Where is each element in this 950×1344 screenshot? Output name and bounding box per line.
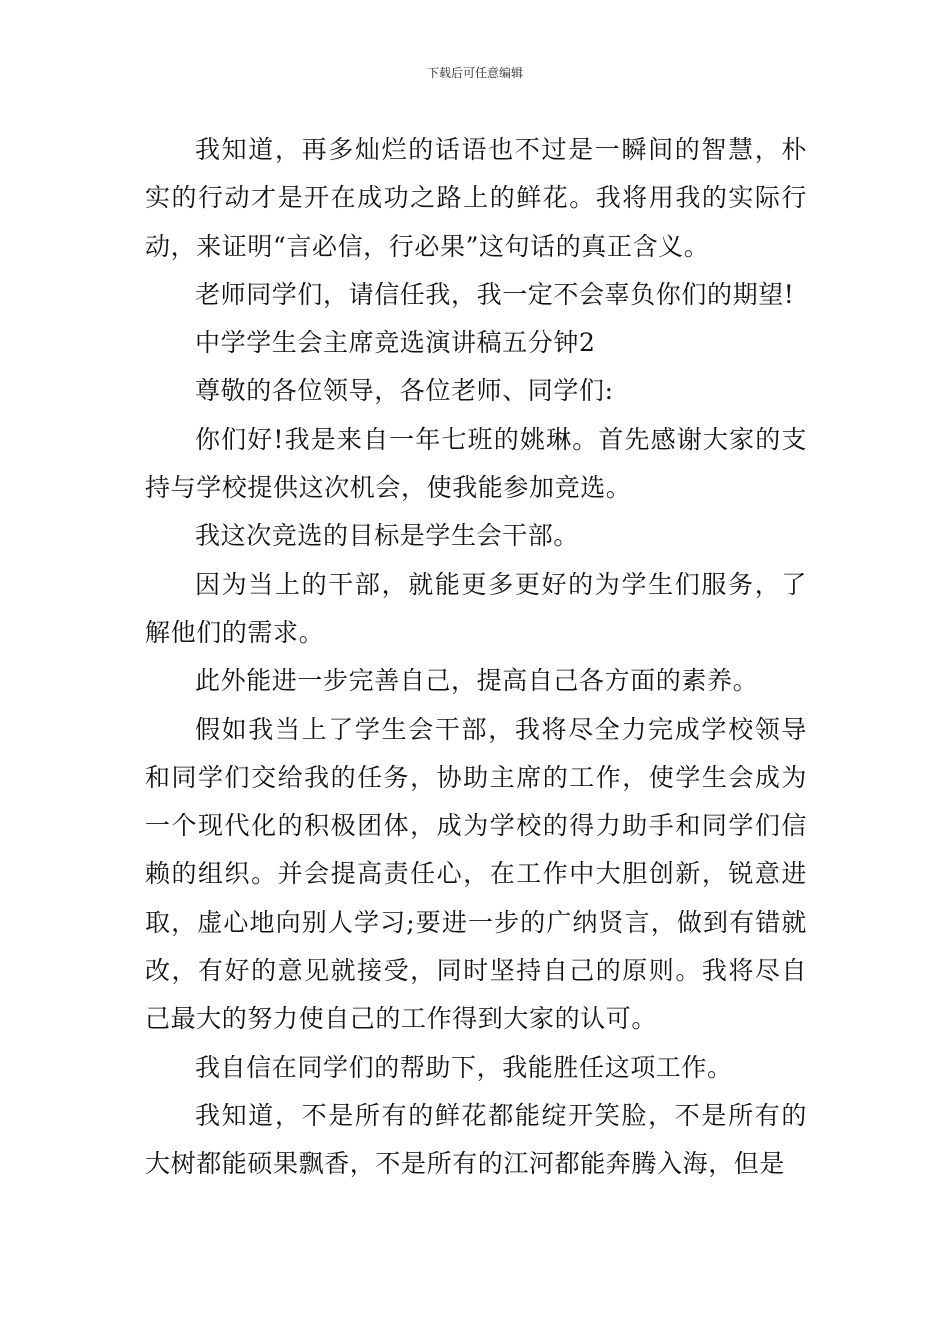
salutation: 尊敬的各位领导，各位老师、同学们:: [195, 376, 614, 406]
section-title: 中学学生会主席竞选演讲稿五分钟2: [195, 328, 596, 358]
paragraph-2: 老师同学们，请信任我，我一定不会辜负你们的期望!: [195, 279, 795, 309]
paragraph-9: 假如我当上了学生会干部，我将尽全力完成学校领导和同学们交给我的任务，协助主席的工作，使学生会成为一个现代化的积极团体，成为学校的得力助手和同学们信赖的组织。并会提高责任心，在工作中大胆创新，锐意进取，虚心地向别人学习;要进一步的广纳贤言，做到有错就改，有好的意见就接受，同时坚持自己的原则。我将尽自己最大的努力使自己的工作得到大家的认可。: [145, 714, 807, 1034]
paragraph-5: 你们好!我是来自一年七班的姚琳。首先感谢大家的支持与学校提供这次机会，使我能参加竞选。: [145, 424, 807, 503]
paragraph-8: 此外能进一步完善自己，提高自己各方面的素养。: [195, 666, 759, 696]
paragraph-7: 因为当上的干部，就能更多更好的为学生们服务，了解他们的需求。: [145, 569, 807, 647]
paragraph-6: 我这次竞选的目标是学生会干部。: [195, 521, 580, 551]
paragraph-11: 我知道，不是所有的鲜花都能绽开笑脸，不是所有的大树都能硕果飘香，不是所有的江河都能奔腾入海，但是: [145, 1100, 807, 1179]
paragraph-10: 我自信在同学们的帮助下，我能胜任这项工作。: [195, 1052, 733, 1082]
document-body: [145, 126, 807, 1189]
paragraph-1: 我知道，再多灿烂的话语也不过是一瞬间的智慧，朴实的行动才是开在成功之路上的鲜花。我将用我的实际行动，来证明“言必信，行必果”这句话的真正含义。: [145, 135, 807, 261]
page-header-note: 下载后可任意编辑: [426, 66, 523, 80]
